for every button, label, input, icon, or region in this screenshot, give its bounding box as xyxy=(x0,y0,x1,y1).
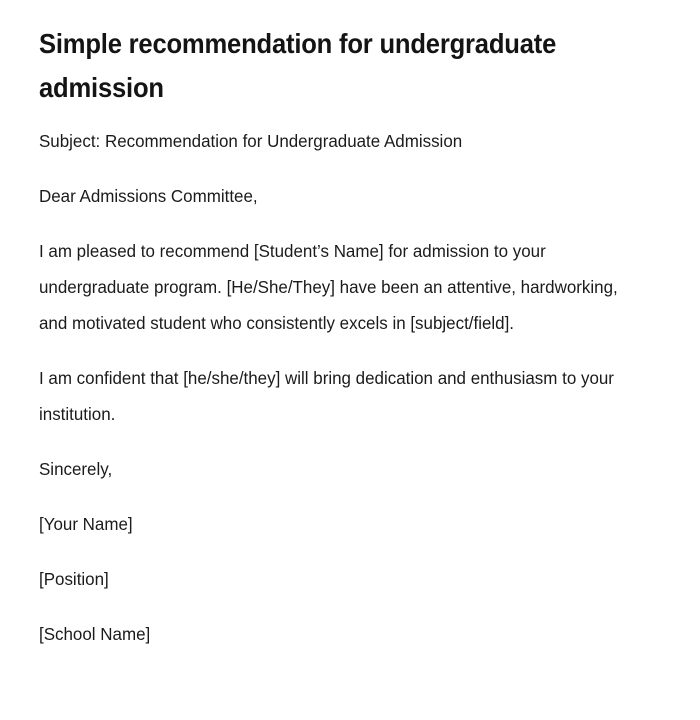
paragraph-closing: Sincerely, xyxy=(39,459,113,479)
paragraph-recommendation-body: I am pleased to recommend [Student’s Name] for admission to your undergraduate program. [He/She/They] have been an attentive, hardworking, and motivated student who consistently excels in [subject/field]. xyxy=(39,241,623,333)
paragraph-signature-name: [Your Name] xyxy=(39,514,133,534)
paragraph-salutation: Dear Admissions Committee, xyxy=(39,186,258,206)
paragraph-signature-position: [Position] xyxy=(39,569,109,589)
paragraph-confidence-statement: I am confident that [he/she/they] will bring dedication and enthusiasm to your institution. xyxy=(39,368,619,424)
page-title: Simple recommendation for undergraduate admission xyxy=(39,28,557,103)
paragraph-signature-school: [School Name] xyxy=(39,624,151,644)
paragraph-subject: Subject: Recommendation for Undergraduate Admission xyxy=(39,131,463,151)
document-body xyxy=(39,123,661,652)
